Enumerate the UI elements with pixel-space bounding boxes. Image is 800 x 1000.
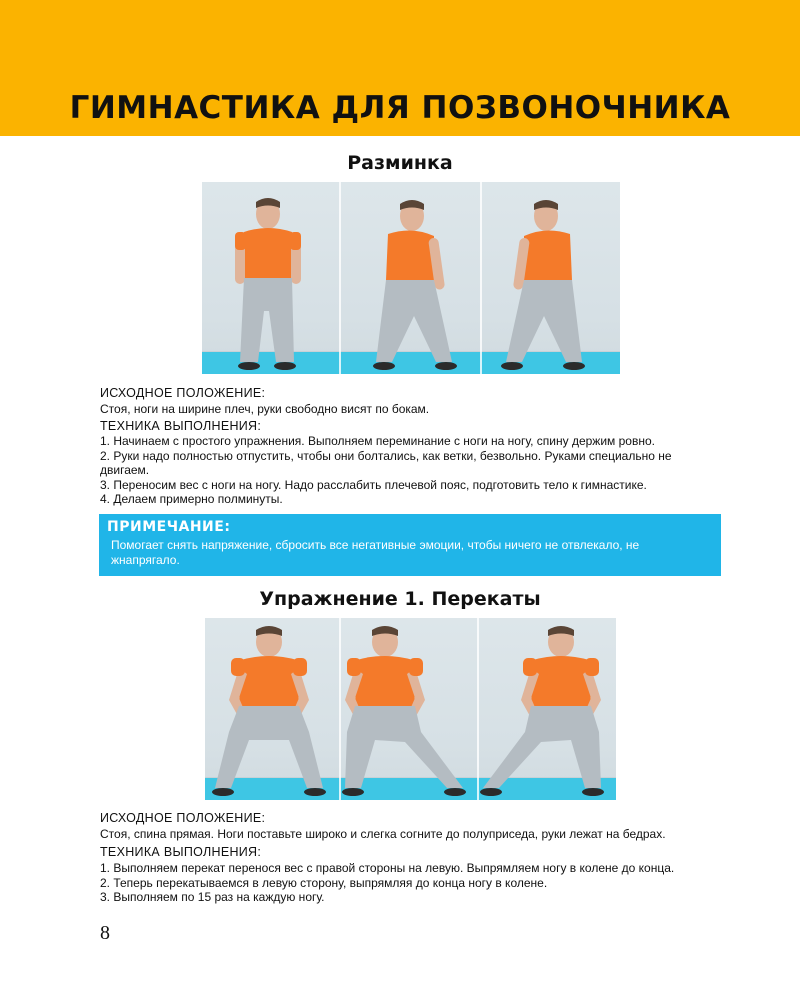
exercise1-title: Упражнение 1. Перекаты [259, 588, 541, 610]
exercise1-step: 2. Теперь перекатываемся в левую сторону, выпрямляя до конца ногу в колене. [100, 875, 548, 890]
warmup-step: 1. Начинаем с простого упражнения. Выполняем переминание с ноги на ногу, спину держим ровно. [100, 434, 655, 448]
warmup-title: Разминка [347, 152, 453, 174]
exercise1-steps [100, 861, 720, 905]
exercise1-technique-label: ТЕХНИКА ВЫПОЛНЕНИЯ: [100, 845, 262, 859]
person-figure-icon [373, 200, 457, 370]
warmup-step: 2. Руки надо полностью отпустить, чтобы они болтались, как ветки, безвольно. Руками специально не двигаем. [100, 448, 672, 477]
exercise1-photo [205, 618, 616, 800]
warmup-photo [202, 182, 620, 374]
person-figure-icon [212, 626, 326, 796]
person-figure-icon [235, 198, 301, 370]
person-figure-icon [480, 626, 604, 796]
exercise1-step: 3. Выполняем по 15 раз на каждую ногу. [100, 890, 325, 904]
exercise1-start-text: Стоя, спина прямая. Ноги поставьте широко и слегка согните до полуприседа, руки лежат на бедрах. [100, 827, 666, 841]
page-number: 8 [100, 922, 110, 944]
page-title: ГИМНАСТИКА ДЛЯ ПОЗВОНОЧНИКА [69, 90, 731, 126]
person-figure-icon [342, 626, 466, 796]
warmup-step: 3. Переносим вес с ноги на ногу. Надо расслабить плечевой пояс, подготовить тело к гимнастике. [100, 477, 647, 492]
warmup-start-label: ИСХОДНОЕ ПОЛОЖЕНИЕ: [100, 386, 266, 400]
person-figure-icon [501, 200, 585, 370]
warmup-step: 4. Делаем примерно полминуты. [100, 492, 283, 506]
warmup-start-text: Стоя, ноги на ширине плеч, руки свободно висят по бокам. [100, 402, 430, 416]
warmup-technique-label: ТЕХНИКА ВЫПОЛНЕНИЯ: [100, 419, 262, 433]
warmup-steps [100, 434, 720, 507]
header-banner [0, 0, 800, 136]
note-title: ПРИМЕЧАНИЕ: [107, 519, 231, 535]
exercise1-step: 1. Выполняем перекат перенося вес с правой стороны на левую. Выпрямляем ногу в колене до конца. [100, 861, 675, 875]
note-box [99, 514, 721, 576]
note-text: Помогает снять напряжение, сбросить все негативные эмоции, чтобы ничего не отвлекало, не жнапрягало. [111, 538, 640, 567]
exercise1-start-label: ИСХОДНОЕ ПОЛОЖЕНИЕ: [100, 811, 266, 825]
